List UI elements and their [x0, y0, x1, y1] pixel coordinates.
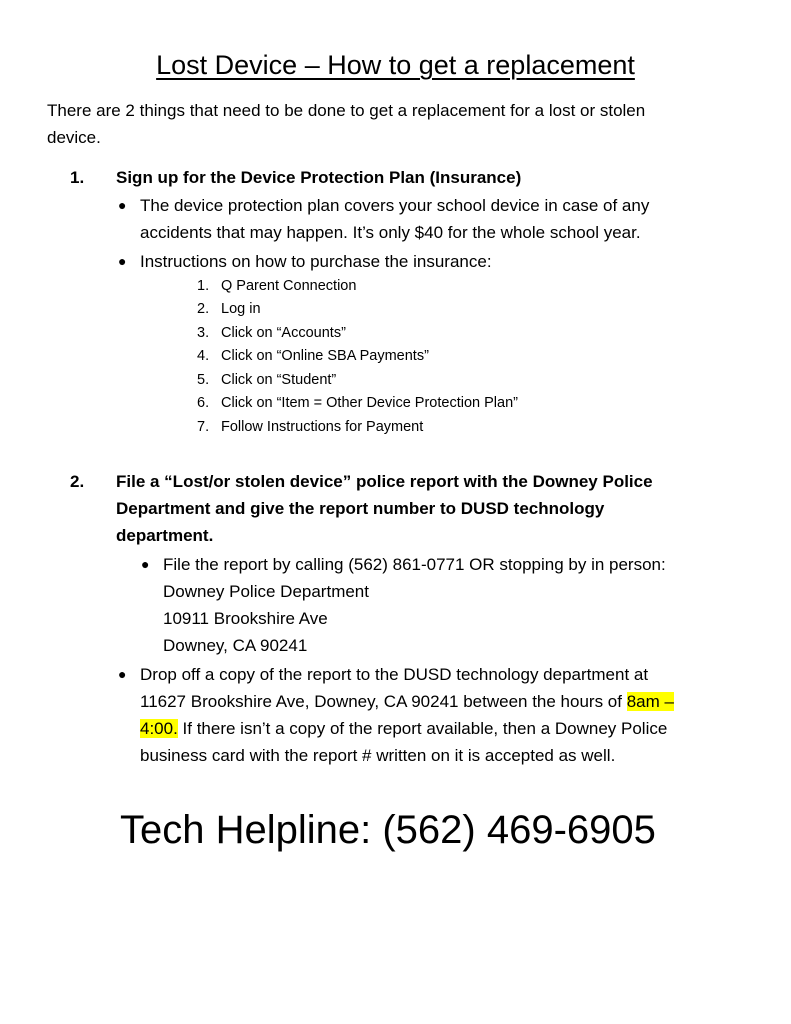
police-dept-name: Downey Police Department	[163, 582, 369, 601]
bullet-icon: ●	[141, 556, 150, 572]
step1-bullet1-line2: accidents that may happen. It’s only $40 for the whole school year.	[140, 223, 641, 242]
tech-helpline: Tech Helpline: (562) 469-6905	[120, 808, 656, 852]
bullet-icon: ●	[118, 253, 127, 269]
substep-3-number: 3.	[197, 325, 210, 341]
step2-bullet1-line1: File the report by calling (562) 861-0771 OR stopping by in person:	[163, 555, 666, 574]
substep-3: Click on “Accounts”	[221, 325, 346, 341]
step2-number: 2.	[70, 472, 85, 491]
police-dept-street: 10911 Brookshire Ave	[163, 609, 328, 628]
step2-bullet2-line4: business card with the report # written on it is accepted as well.	[140, 746, 616, 765]
page-title: Lost Device – How to get a replacement	[156, 50, 635, 80]
step2-bullet2-line2-text: 11627 Brookshire Ave, Downey, CA 90241 between the hours of	[140, 692, 627, 711]
substep-6-number: 6.	[197, 395, 210, 411]
step2-bullet2-line1: Drop off a copy of the report to the DUSD technology department at	[140, 665, 649, 684]
police-dept-city: Downey, CA 90241	[163, 636, 308, 655]
substep-7-number: 7.	[197, 419, 210, 435]
substep-5-number: 5.	[197, 372, 210, 388]
substep-1: Q Parent Connection	[221, 278, 357, 294]
bullet-icon: ●	[118, 666, 127, 682]
step2-heading-line2: Department and give the report number to DUSD technology	[116, 499, 605, 518]
step2-bullet2-line2	[140, 688, 674, 715]
step1-bullet1-line1: The device protection plan covers your school device in case of any	[140, 196, 650, 215]
step2-bullet2-line3	[140, 715, 667, 742]
substep-6: Click on “Item = Other Device Protection Plan”	[221, 395, 518, 411]
step1-number: 1.	[70, 168, 85, 187]
substep-4-number: 4.	[197, 348, 210, 364]
step1-heading: Sign up for the Device Protection Plan (Insurance)	[116, 168, 522, 187]
step2-bullet2-line3-text: If there isn’t a copy of the report available, then a Downey Police	[177, 719, 668, 738]
hours-highlight-start: 8am –	[626, 692, 674, 711]
intro-line-1: There are 2 things that need to be done to get a replacement for a lost or stolen	[47, 101, 646, 120]
step2-heading-line1: File a “Lost/or stolen device” police report with the Downey Police	[116, 472, 653, 491]
substep-2-number: 2.	[197, 301, 210, 317]
step1-bullet2: Instructions on how to purchase the insurance:	[140, 252, 492, 271]
substep-7: Follow Instructions for Payment	[221, 419, 424, 435]
intro-line-2: device.	[47, 128, 101, 147]
substep-5: Click on “Student”	[221, 372, 337, 388]
step2-heading-line3: department.	[116, 526, 214, 545]
hours-highlight-end: 4:00.	[140, 719, 178, 738]
substep-4: Click on “Online SBA Payments”	[221, 348, 429, 364]
bullet-icon: ●	[118, 197, 127, 213]
substep-1-number: 1.	[197, 278, 210, 294]
substep-2: Log in	[221, 301, 261, 317]
